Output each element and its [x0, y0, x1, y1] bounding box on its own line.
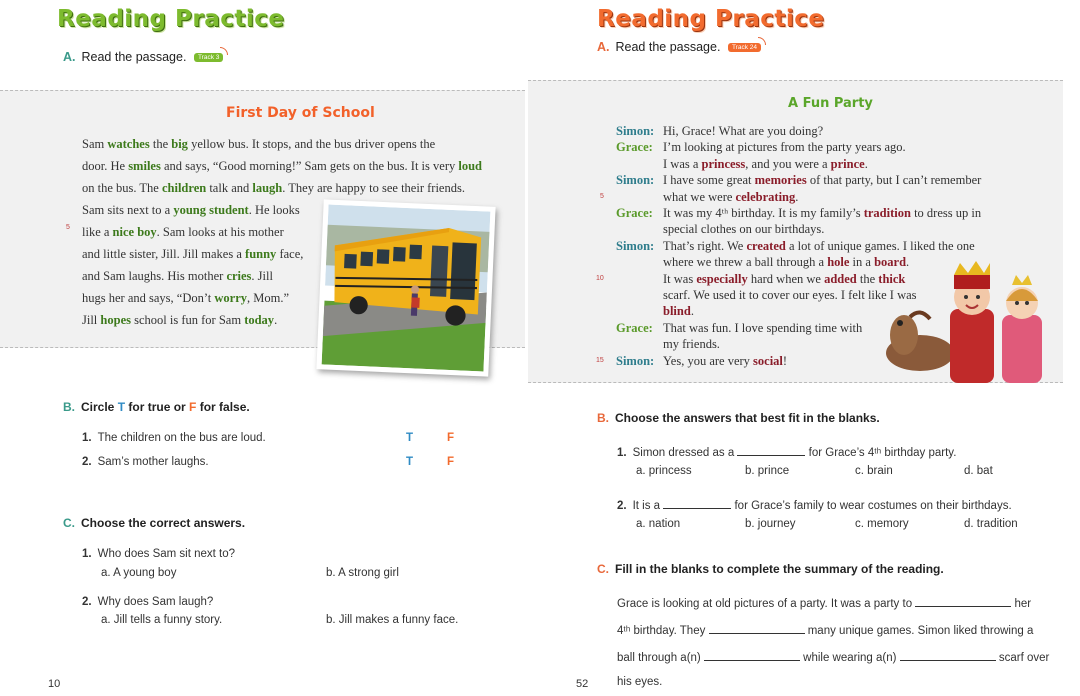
dialogue-line — [616, 320, 1036, 336]
dialogue-line — [616, 189, 1036, 205]
passage-text: scarf. We used it to cover our eyes. I felt like I was — [663, 288, 917, 303]
speaker-label — [616, 156, 663, 172]
answer-option[interactable]: b. prince — [745, 465, 790, 477]
dialogue-line — [616, 139, 1036, 155]
passage-text: Sam sits next to a — [82, 203, 174, 217]
mc-question-2: 2. Why does Sam laugh? — [82, 596, 214, 608]
speaker-label: Simon: — [616, 353, 655, 368]
answer-option[interactable]: a. nation — [636, 518, 681, 530]
vocab-word: memories — [754, 173, 807, 188]
summary-line-2: 4ᵗʰ birthday. They many unique games. Simon liked throwing a — [617, 622, 1033, 637]
vocab-word: hole — [827, 255, 850, 270]
dialogue-text — [663, 271, 1036, 287]
page-number: 10 — [48, 678, 61, 690]
passage-text: in a — [849, 255, 875, 270]
passage-text: school is fun for Sam — [131, 313, 245, 327]
dialogue-line — [616, 303, 1036, 319]
speaker-label: Grace: — [616, 320, 653, 335]
passage-text: , Mom.” — [247, 291, 290, 305]
dialogue-text — [663, 238, 1036, 254]
speaker-label: Simon: — [616, 238, 655, 253]
dialogue-text — [663, 336, 1036, 352]
section-c-instruction: C. Choose the correct answers. — [63, 516, 246, 530]
passage-line — [82, 177, 502, 199]
dialogue-line — [616, 123, 1036, 139]
passage-text: Hi, Grace! What are you doing? — [663, 124, 824, 138]
vocab-word: laugh — [252, 181, 283, 195]
vocab-word: princess — [701, 156, 746, 171]
passage-text: . He looks — [248, 203, 300, 217]
passage-text: yellow bus. It stops, and the bus driver opens the — [187, 137, 436, 151]
school-bus-photo — [316, 199, 495, 376]
summary-line-4: his eyes. — [617, 676, 663, 688]
line-number: 10 — [596, 275, 604, 282]
section-b-instruction: B. Circle T for true or F for false. — [63, 400, 250, 414]
dialogue-line — [616, 156, 1036, 172]
passage-text: . Jill — [251, 269, 273, 283]
answer-option[interactable]: a. A young boy — [101, 567, 177, 579]
speaker-label: Grace: — [616, 140, 653, 155]
passage-text: It was my 4ᵗʰ birthday. It is my family’s — [663, 206, 864, 221]
answer-option[interactable]: c. memory — [855, 518, 909, 530]
dialogue-text — [663, 139, 1036, 155]
reading-panel — [0, 90, 525, 348]
tf-question-2: 2. Sam’s mother laughs. — [82, 456, 209, 468]
dialogue-line — [616, 254, 1036, 270]
answer-option[interactable]: a. princess — [636, 465, 692, 477]
summary-line-3: ball through a(n) while wearing a(n) scarf over — [617, 649, 1049, 664]
dialogue-text — [663, 172, 1036, 188]
passage-text: I have some great — [663, 173, 755, 188]
passage-text: and says, “Good morning!” Sam gets on the bus. It is very — [160, 159, 459, 173]
speaker-label — [616, 336, 663, 352]
dialogue-text — [663, 221, 1036, 237]
passage-text: It was — [663, 271, 697, 286]
answer-blank[interactable] — [900, 649, 996, 661]
dialogue-text — [663, 123, 1036, 139]
answer-option[interactable]: b. Jill makes a funny face. — [326, 614, 459, 626]
vocab-word: especially — [696, 271, 748, 286]
vocab-word: today — [244, 313, 275, 327]
dialogue-text — [663, 320, 1036, 336]
passage-text: talk and — [206, 181, 253, 195]
passage-text: . — [795, 189, 799, 204]
dialogue-text — [663, 156, 1036, 172]
passage-text: on the bus. The — [82, 181, 162, 195]
passage-text: I was a — [663, 156, 702, 171]
dialogue-text — [663, 353, 1036, 369]
line-number: 5 — [600, 193, 604, 200]
dialogue-text — [663, 303, 1036, 319]
vocab-word: blind — [663, 304, 691, 319]
passage-text: . — [274, 313, 278, 327]
passage-text: the — [149, 137, 172, 151]
passage-text: That was fun. I love spending time with — [663, 320, 863, 335]
vocab-word: loud — [458, 159, 482, 173]
dialogue-line — [616, 205, 1036, 221]
answer-option[interactable]: d. bat — [964, 465, 993, 477]
speaker-label — [616, 303, 663, 319]
fill-question-1: 1. Simon dressed as a for Grace’s 4ᵗʰ birthday party. — [617, 444, 956, 459]
passage-text: Yes, you are very — [663, 353, 754, 368]
passage-text: a lot of unique games. I liked the one — [785, 238, 975, 253]
passage-text: . — [690, 304, 694, 319]
page-number: 52 — [576, 678, 589, 690]
section-b-instruction: B. Choose the answers that best fit in the blanks. — [597, 411, 880, 425]
reading-panel — [528, 80, 1063, 383]
passage-text: hugs her and says, “Don’t — [82, 291, 215, 305]
passage-text: to dress up in — [910, 206, 982, 221]
speaker-label: Simon: — [616, 173, 655, 188]
speaker-label — [616, 221, 663, 237]
vocab-word: cries — [226, 269, 252, 283]
answer-option[interactable]: b. A strong girl — [326, 567, 399, 579]
tf-question-1: 1. The children on the bus are loud. — [82, 432, 266, 444]
passage-text: and Sam laughs. His mother — [82, 269, 227, 283]
passage-text: and little sister, Jill. Jill makes a — [82, 247, 246, 261]
dialogue-line — [616, 353, 1036, 369]
answer-blank[interactable] — [704, 649, 800, 661]
passage-text: That’s right. We — [663, 238, 747, 253]
dialogue-text — [663, 205, 1036, 221]
passage-text: ! — [782, 353, 788, 368]
section-a-instruction: A. Read the passage. Track 3 — [63, 50, 223, 64]
passage-text: what we were — [663, 189, 736, 204]
dialogue-line — [616, 336, 1036, 352]
passage-text: Jill — [82, 313, 101, 327]
passage-text: hard when we — [747, 271, 825, 286]
vocab-word: added — [824, 271, 857, 286]
summary-line-1: Grace is looking at old pictures of a party. It was a party to her — [617, 595, 1031, 610]
dialogue-text — [663, 254, 1036, 270]
page-title: Reading Practice — [57, 6, 285, 32]
vocab-word: board — [874, 255, 907, 270]
dialogue-passage — [616, 123, 1036, 369]
page-title: Reading Practice — [597, 6, 825, 32]
vocab-word: hopes — [100, 313, 131, 327]
vocab-word: children — [161, 181, 207, 195]
passage-text: . — [906, 255, 910, 270]
line-number: 5 — [66, 224, 70, 231]
dialogue-line — [616, 221, 1036, 237]
vocab-word: big — [171, 137, 188, 151]
passage-text: my friends. — [663, 337, 720, 352]
vocab-word: worry — [214, 291, 248, 305]
dialogue-line — [616, 287, 1036, 303]
passage-text: . They are happy to see their friends. — [282, 181, 465, 195]
answer-blank[interactable] — [737, 444, 805, 456]
true-option[interactable]: T — [406, 456, 414, 468]
answer-blank[interactable] — [915, 595, 1011, 607]
dialogue-line — [616, 238, 1036, 254]
mc-question-1: 1. Who does Sam sit next to? — [82, 548, 236, 560]
vocab-word: funny — [245, 247, 277, 261]
audio-track-badge[interactable]: Track 24 — [728, 43, 761, 52]
dialogue-line — [616, 271, 1036, 287]
vocab-word: created — [746, 238, 786, 253]
dialogue-text — [663, 189, 1036, 205]
true-option[interactable]: T — [406, 432, 414, 444]
dialogue-line — [616, 172, 1036, 188]
passage-text: the — [856, 271, 879, 286]
dialogue-text — [663, 287, 1036, 303]
vocab-word: social — [753, 353, 783, 368]
passage-text: . Sam looks at his mother — [156, 225, 284, 239]
vocab-word: watches — [107, 137, 150, 151]
story-title: First Day of School — [226, 105, 375, 121]
passage-text: of that party, but I can’t remember — [806, 173, 982, 188]
vocab-word: young student — [173, 203, 249, 217]
passage-text: , and you were a — [745, 156, 831, 171]
answer-blank[interactable] — [709, 622, 805, 634]
speaker-label — [616, 287, 663, 303]
speaker-label: Simon: — [616, 124, 655, 138]
vocab-word: nice boy — [112, 225, 157, 239]
passage-text: Sam — [82, 137, 108, 151]
speaker-label: Grace: — [616, 206, 653, 221]
vocab-word: celebrating — [735, 189, 796, 204]
story-title: A Fun Party — [788, 96, 873, 111]
line-number: 15 — [596, 357, 604, 364]
passage-text: . — [864, 156, 868, 171]
vocab-word: thick — [878, 271, 906, 286]
passage-text: door. He — [82, 159, 129, 173]
answer-blank[interactable] — [663, 497, 731, 509]
false-option[interactable]: F — [447, 456, 455, 468]
answer-option[interactable]: d. tradition — [964, 518, 1018, 530]
answer-option[interactable]: a. Jill tells a funny story. — [101, 614, 223, 626]
section-a-instruction: A. Read the passage. Track 24 — [597, 40, 761, 54]
passage-text: I’m looking at pictures from the party years ago. — [663, 140, 906, 155]
audio-track-badge[interactable]: Track 3 — [194, 53, 223, 62]
passage-text: special clothes on our birthdays. — [663, 222, 825, 237]
speaker-label — [616, 271, 663, 287]
right-page — [540, 0, 1080, 696]
vocab-word: smiles — [128, 159, 161, 173]
passage-line — [82, 155, 502, 177]
vocab-word: prince — [830, 156, 865, 171]
false-option[interactable]: F — [447, 432, 455, 444]
speaker-label — [616, 189, 663, 205]
vocab-word: tradition — [863, 206, 911, 221]
passage-text: face, — [276, 247, 304, 261]
passage-text: where we threw a ball through a — [663, 255, 828, 270]
answer-option[interactable]: c. brain — [855, 465, 893, 477]
passage-line — [82, 133, 502, 155]
passage-text: like a — [82, 225, 113, 239]
fill-question-2: 2. It is a for Grace’s family to wear costumes on their birthdays. — [617, 497, 1012, 512]
section-c-instruction: C. Fill in the blanks to complete the summary of the reading. — [597, 562, 944, 576]
speaker-label — [616, 254, 663, 270]
answer-option[interactable]: b. journey — [745, 518, 796, 530]
